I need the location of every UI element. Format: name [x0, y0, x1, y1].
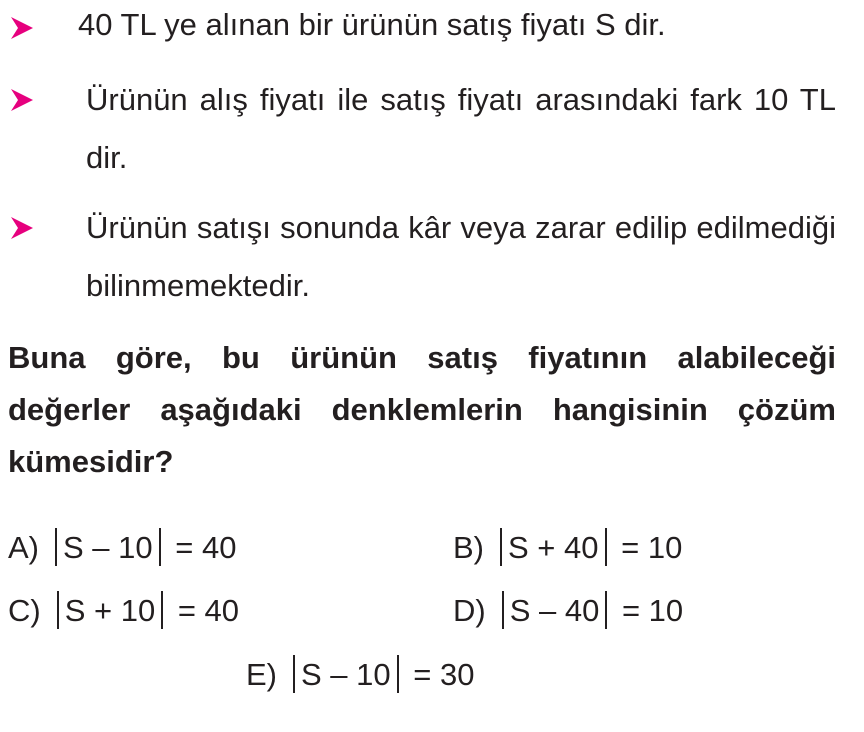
option-letter: A) [8, 530, 39, 565]
option-c[interactable] [8, 591, 239, 631]
option-rhs: = 30 [413, 657, 475, 692]
arrow-right-icon [8, 214, 36, 242]
option-expression: S – 10 [63, 530, 153, 565]
arrow-right-icon [8, 86, 36, 114]
option-expression: S – 40 [509, 593, 600, 628]
abs-bar-left [55, 528, 57, 566]
abs-bar-left [293, 655, 295, 693]
option-letter: C) [8, 593, 41, 628]
abs-bar-left [502, 591, 504, 629]
option-expression: S + 10 [64, 593, 156, 628]
abs-bar-right [161, 591, 163, 629]
option-d[interactable] [453, 591, 683, 631]
option-e[interactable] [246, 655, 474, 695]
option-rhs: = 10 [621, 593, 684, 628]
option-rhs: = 40 [175, 530, 237, 565]
abs-bar-right [605, 528, 607, 566]
option-letter: D) [453, 593, 486, 628]
question-text: Buna göre, bu ürünün satış fiyatının alabileceği değerler aşağıdaki denklemlerin hangisinin çözüm kümesidir? [8, 340, 836, 479]
option-rhs: = 40 [177, 593, 240, 628]
abs-bar-right [397, 655, 399, 693]
option-expression: S – 10 [301, 657, 391, 692]
abs-bar-right [159, 528, 161, 566]
abs-bar-left [500, 528, 502, 566]
option-letter: E) [246, 657, 277, 692]
arrow-right-icon [8, 14, 36, 42]
option-letter: B) [453, 530, 484, 565]
abs-bar-left [57, 591, 59, 629]
bullet-text: Ürünün alış fiyatı ile satış fiyatı arasındaki fark 10 TL dir. [86, 82, 836, 175]
option-expression: S + 40 [508, 530, 599, 565]
option-a[interactable] [8, 528, 236, 568]
abs-bar-right [605, 591, 607, 629]
bullet-text: 40 TL ye alınan bir ürünün satış fiyatı S dir. [78, 7, 666, 42]
bullet-text: Ürünün satışı sonunda kâr veya zarar edilip edilmediği bilinmemektedir. [86, 210, 836, 303]
option-b[interactable] [453, 528, 682, 568]
option-rhs: = 10 [621, 530, 683, 565]
